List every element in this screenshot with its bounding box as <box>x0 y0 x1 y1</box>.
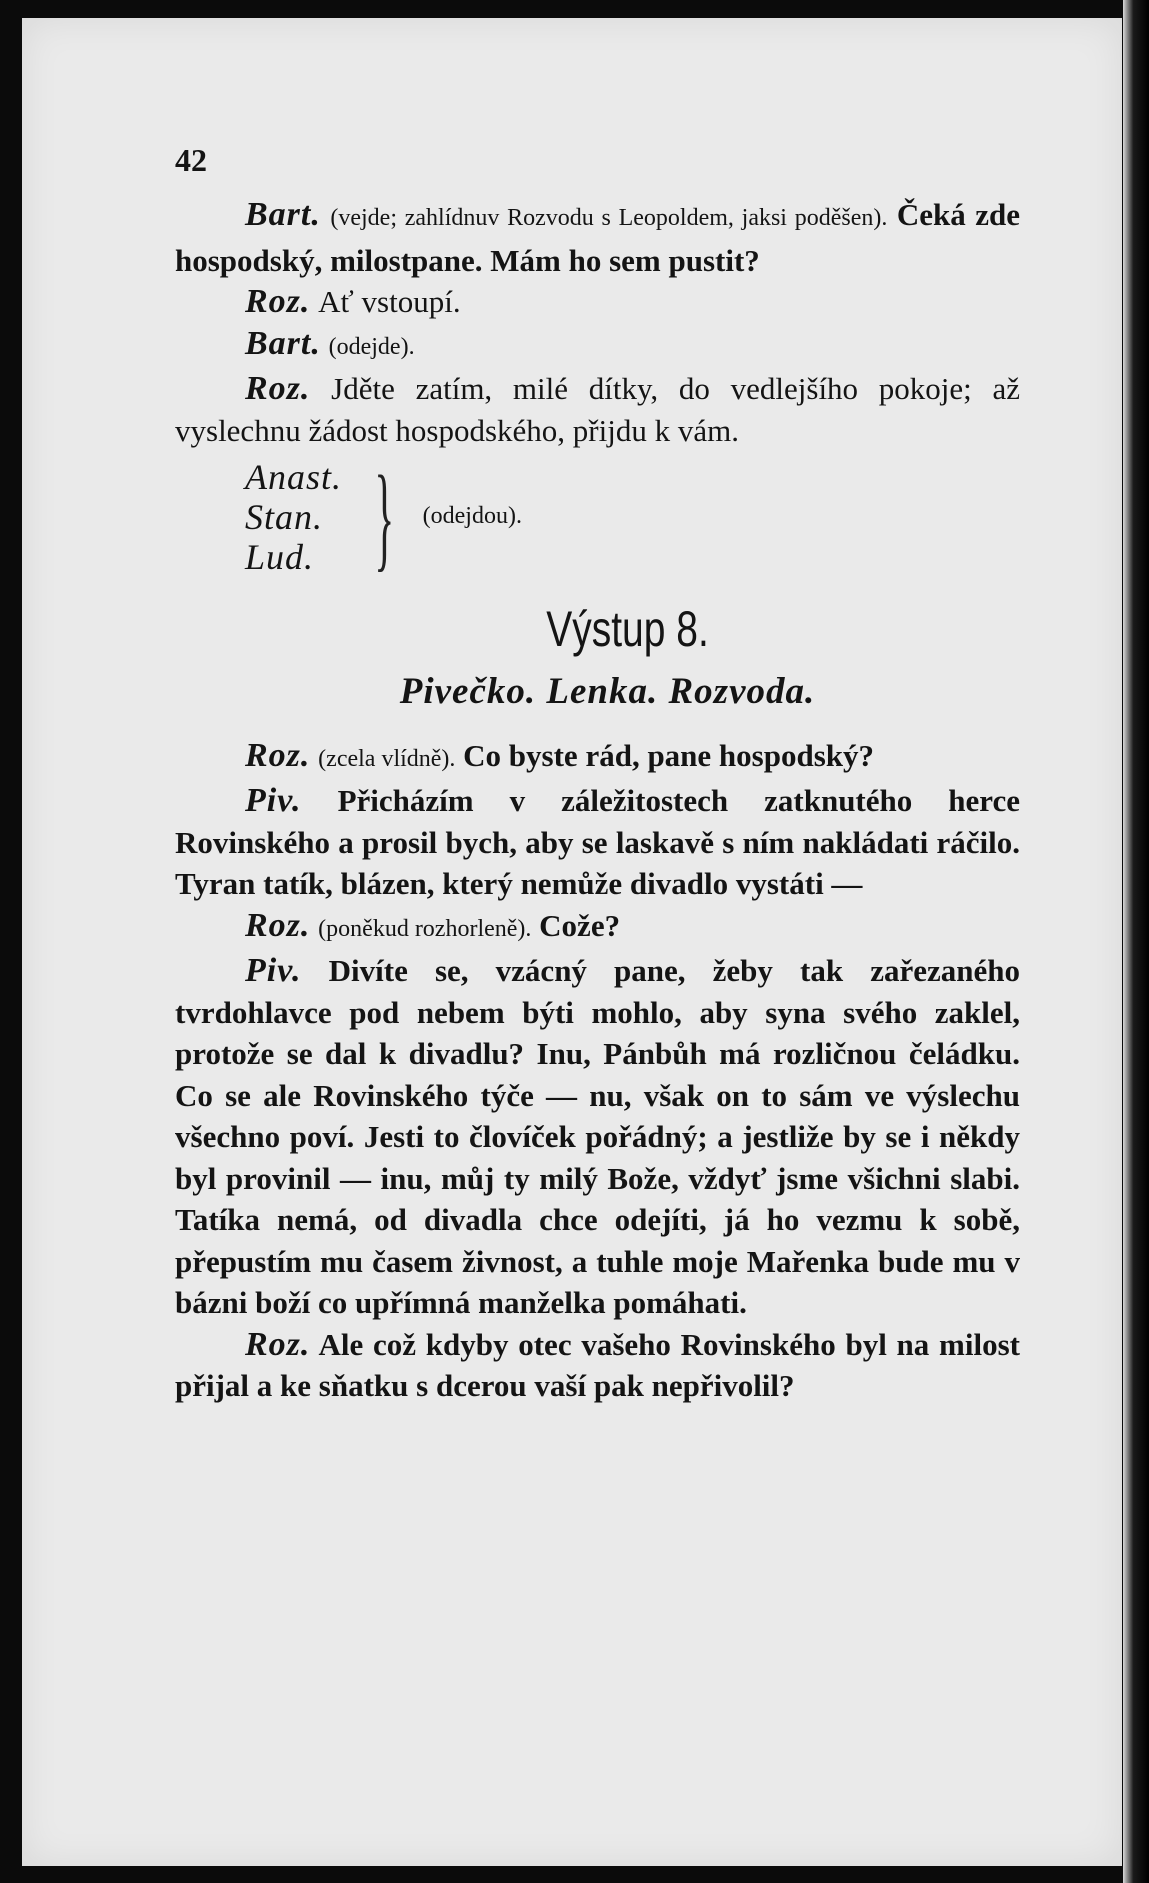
stage-direction: (zcela vlídně). <box>318 745 456 772</box>
dialogue-line <box>175 323 1020 369</box>
stage-direction: (poněkud rozhorleně). <box>318 915 532 942</box>
speech: Cože? <box>539 907 621 943</box>
speech: Čeká zde hospodský, milostpane. Mám ho sem pustit? <box>175 197 1020 278</box>
speaker: Roz. <box>245 1325 311 1363</box>
exit-name: Stan. <box>245 497 324 537</box>
exit-name: Anast. <box>245 457 343 497</box>
stage-direction: (odejde). <box>328 333 415 360</box>
page-content <box>175 140 1020 1407</box>
speaker: Piv. <box>245 782 302 819</box>
dialogue-line <box>175 950 1020 1324</box>
speaker: Bart. <box>245 196 321 233</box>
speech: Divíte se, vzácný pane, žeby tak zařezaného tvrdohlavce pod nebem býti mohlo, aby syna svého zaklel, protože se dal k divadlu? Inu, Pánbůh má rozličnou čeládku. Co se ale Rovinského týče — nu, však on to sám ve výslechu všechno poví. Jesti to človíček pořádný; a jestliže by se i někdy byl provinil — inu, můj ty milý Bože, vždyť jsme všichni slabi. Tatíka nemá, od divadla chce odejíti, já ho vezmu k sobě, přepustím mu časem živnost, a tuhle moje Mařenka bude mu v bázni boží co upřímná manželka pomáhati. <box>175 953 1021 1320</box>
dialogue-line <box>175 281 1020 323</box>
stage-direction: (vejde; zahlídnuv Rozvodu s Leopoldem, jaksi poděšen). <box>330 205 888 231</box>
speaker: Piv. <box>245 952 302 989</box>
speaker: Bart. <box>245 324 321 362</box>
speaker: Roz. <box>245 906 311 944</box>
dialogue-line <box>175 194 1020 281</box>
speech: Co byste rád, pane hospodský? <box>463 737 875 773</box>
speech: Jděte zatím, milé dítky, do vedlejšího pokoje; až vyslechnu žádost hospodského, přijdu k vám. <box>175 371 1021 448</box>
brace-icon: } <box>374 451 395 582</box>
page-edge <box>1123 0 1149 1883</box>
speaker: Roz. <box>245 736 311 774</box>
speech: Ale což kdyby otec vašeho Rovinského byl na milost přijal a ke sňatku s dcerou vaší pak nepřivolil? <box>175 1326 1020 1403</box>
exit-group-names <box>245 457 342 577</box>
page-number: 42 <box>175 142 207 178</box>
exit-group <box>245 453 1020 581</box>
speech: Ať vstoupí. <box>318 284 461 319</box>
exit-name: Lud. <box>245 537 315 577</box>
speech: Přicházím v záležitostech zatknutého herce Rovinského a prosil bych, aby se laskavě s ním nakládati ráčilo. Tyran tatík, blázen, který nemůže divadlo vystáti — <box>175 783 1021 901</box>
dialogue-line <box>175 735 1020 781</box>
dialogue-line <box>175 905 1020 951</box>
stage-direction: (odejdou). <box>422 503 522 530</box>
dialogue-line <box>175 1324 1020 1407</box>
scene-title: Výstup 8. <box>546 601 709 657</box>
dialogue-line <box>175 368 1020 451</box>
dialogue-line <box>175 780 1020 905</box>
speaker: Roz. <box>245 370 311 407</box>
speaker: Roz. <box>245 283 311 320</box>
scene-persons: Pivečko. Lenka. Rozvoda. <box>399 671 816 712</box>
